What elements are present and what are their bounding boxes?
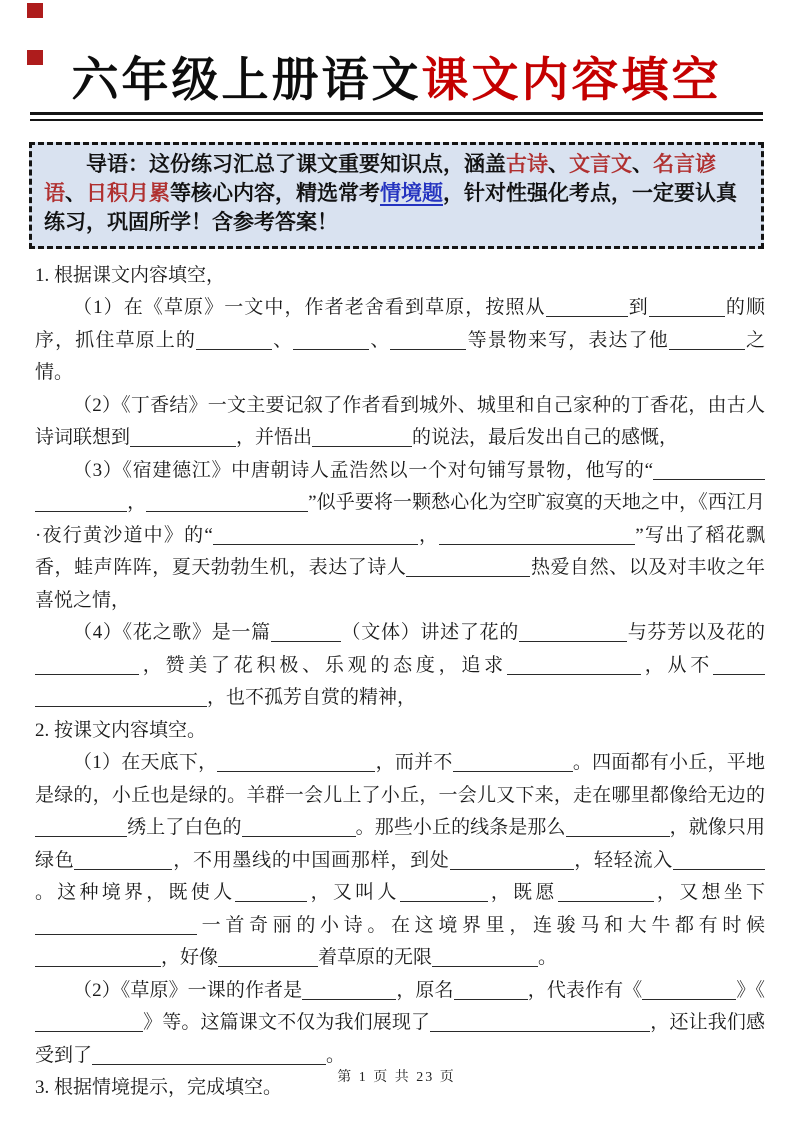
body-paragraph: [35, 975, 765, 1073]
red-square-decor-top: [27, 3, 43, 18]
fill-in-blank: [146, 506, 308, 512]
title-double-underline: [30, 112, 763, 121]
text-run: ，还让我们感受到了: [35, 1012, 765, 1066]
text-run: （2）《丁香结》一文主要记叙了作者看到城外、城里和自己家种的丁香花，由古人诗词联想到: [35, 394, 765, 449]
text-run: 1. 根据课文内容填空，: [35, 264, 226, 286]
body-paragraph: [35, 260, 765, 293]
text-run: 。四面都有小丘，平地是绿的，小丘也是绿的。羊群一会儿上了小丘，一会儿又下来，走在哪里都像给无边的: [35, 752, 765, 806]
intro-box: [29, 142, 764, 249]
fill-in-blank: [649, 311, 725, 317]
text-run: 3. 根据情境提示，完成填空。: [35, 1077, 283, 1099]
body-paragraph: [35, 747, 765, 975]
fill-in-blank: [35, 701, 207, 707]
text-run: 与芬芳以及花的: [626, 622, 765, 644]
fill-in-blank: [566, 831, 670, 837]
text-run: 。: [538, 947, 558, 969]
fill-in-blank: [312, 441, 412, 447]
text-run: ”写出了稻花飘香，蛙声阵阵，夏天勃勃生机，表达了诗人: [35, 524, 765, 579]
fill-in-blank: [653, 474, 765, 480]
page-number: 第 1 页 共 23 页: [337, 1070, 456, 1085]
exercise-body: [35, 260, 765, 1105]
fill-in-blank: [439, 539, 635, 545]
fill-in-blank: [546, 311, 628, 317]
text-run: 》《: [736, 979, 765, 1001]
highlighted-term: 情境题: [380, 180, 443, 205]
text-run: ，从不: [640, 654, 713, 676]
page-title: [0, 0, 793, 107]
fill-in-blank: [271, 636, 341, 642]
fill-in-blank: [213, 539, 418, 545]
fill-in-blank: [130, 441, 236, 447]
text-run: 、: [271, 329, 294, 351]
text-run: （文体）讲述了花的: [340, 622, 519, 644]
fill-in-blank: [432, 961, 538, 967]
fill-in-blank: [218, 961, 318, 967]
text-run: 、: [65, 180, 86, 205]
text-run: 。这种境界，既使人: [35, 882, 236, 904]
highlighted-term: 古诗: [506, 151, 548, 176]
text-run: ，针对性强化考点，一定要认真练习，巩固所学！含参考答案！: [44, 180, 737, 234]
fill-in-blank: [242, 831, 356, 837]
fill-in-blank: [400, 896, 488, 902]
title-black-part: 六年级上册语文: [71, 53, 422, 106]
text-run: 等景物来写，表达了他: [466, 329, 669, 351]
text-run: ，也不孤芳自赏的精神，: [207, 687, 417, 709]
text-run: ，轻轻流入: [573, 849, 673, 871]
text-run: 、: [369, 329, 391, 351]
fill-in-blank: [453, 766, 573, 772]
text-run: ，好像: [161, 947, 219, 969]
fill-in-blank: [519, 636, 627, 642]
fill-in-blank: [642, 994, 736, 1000]
text-run: ，原名: [396, 979, 454, 1001]
fill-in-blank: [235, 896, 307, 902]
text-run: 之情。: [35, 329, 765, 384]
fill-in-blank: [35, 961, 161, 967]
text-run: ，既愿: [487, 882, 558, 904]
fill-in-blank: [390, 344, 466, 350]
fill-in-blank: [454, 994, 528, 1000]
fill-in-blank: [35, 669, 139, 675]
fill-in-blank: [92, 1059, 326, 1065]
text-run: 的顺序，抓住草原上的: [35, 297, 765, 351]
fill-in-blank: [507, 669, 641, 675]
text-run: 着草原的无限: [318, 947, 433, 969]
fill-in-blank: [35, 831, 127, 837]
red-square-decor-bottom: [27, 50, 43, 65]
text-run: ，: [417, 524, 440, 546]
intro-text: [44, 150, 749, 237]
body-paragraph: [35, 292, 765, 390]
text-run: （1）在天底下，: [73, 752, 218, 774]
text-run: ，又想坐下: [653, 882, 765, 904]
body-paragraph: [35, 455, 765, 618]
text-run: 》等。这篇课文不仅为我们展现了: [143, 1012, 431, 1034]
text-run: ，赞美了花积极、乐观的态度，追求: [139, 654, 507, 676]
text-run: 到: [627, 297, 649, 319]
fill-in-blank: [558, 896, 654, 902]
text-run: ，: [127, 492, 147, 514]
text-run: ”似乎要将一颗愁心化为空旷寂寞的天地之中，《西江月·夜行黄沙道中》的“: [35, 492, 765, 546]
highlighted-term: 文言文: [569, 151, 632, 176]
fill-in-blank: [450, 864, 574, 870]
text-run: 、: [548, 151, 569, 176]
text-run: （1）在《草原》一文中，作者老舍看到草原，按照从: [73, 297, 546, 319]
text-run: 。那些小丘的线条是那么: [355, 817, 566, 839]
text-run: 、: [632, 151, 653, 176]
text-run: 等核心内容，精选常考: [170, 180, 380, 205]
text-run: ，而并不: [375, 752, 453, 774]
text-run: ，又叫人: [307, 882, 400, 904]
fill-in-blank: [669, 344, 745, 350]
text-run: ，就像只用绿色: [35, 817, 765, 871]
body-paragraph: [35, 390, 765, 455]
fill-in-blank: [302, 994, 396, 1000]
text-run: （4）《花之歌》是一篇: [73, 622, 271, 644]
page-footer: [0, 1066, 793, 1086]
text-run: ，代表作有《: [527, 979, 643, 1001]
body-paragraph: [35, 617, 765, 715]
highlighted-term: 名言谚语: [44, 151, 716, 205]
text-run: 绣上了白色的: [127, 817, 242, 839]
text-run: 导语：这份练习汇总了课文重要知识点，涵盖: [86, 151, 506, 176]
text-run: 的说法，最后发出自己的感慨，: [412, 427, 679, 449]
text-run: ，不用墨线的中国画那样，到处: [172, 849, 450, 871]
title-red-part: 课文内容填空: [421, 53, 722, 106]
fill-in-blank: [196, 344, 272, 350]
text-run: 。: [326, 1044, 346, 1066]
fill-in-blank: [35, 1026, 143, 1032]
fill-in-blank: [35, 506, 127, 512]
text-run: 一首奇丽的小诗。在这境界里，连骏马和大牛都有时候: [197, 914, 765, 936]
fill-in-blank: [293, 344, 369, 350]
fill-in-blank: [74, 864, 172, 870]
text-run: ，并悟出: [236, 427, 313, 449]
fill-in-blank: [430, 1026, 650, 1032]
fill-in-blank: [406, 571, 530, 577]
fill-in-blank: [713, 669, 765, 675]
text-run: （2）《草原》一课的作者是: [73, 979, 303, 1001]
text-run: 2. 按课文内容填空。: [35, 719, 207, 741]
fill-in-blank: [673, 864, 765, 870]
text-run: （3）《宿建德江》中唐朝诗人孟浩然以一个对句铺写景物，他写的“: [73, 459, 653, 481]
highlighted-term: 日积月累: [86, 180, 170, 205]
fill-in-blank: [35, 929, 197, 935]
text-run: 热爱自然、以及对丰收之年喜悦之情，: [35, 557, 765, 611]
fill-in-blank: [217, 766, 375, 772]
body-paragraph: [35, 715, 765, 748]
